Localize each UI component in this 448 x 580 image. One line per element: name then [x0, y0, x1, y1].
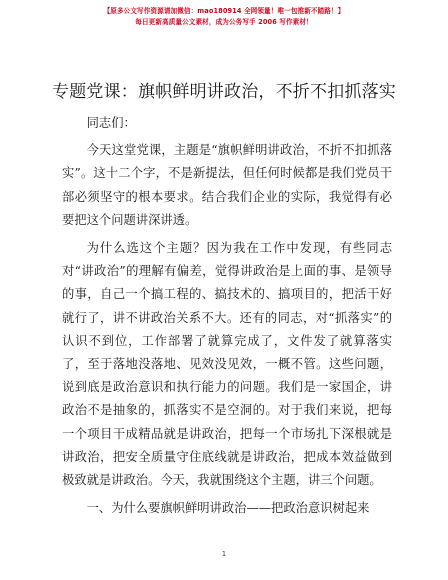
paragraph-intro: 今天这堂党课，主题是“旗帜鲜明讲政治，不折不扣抓落实”。这十二个字，不是新提法，但任何时候都是我们党员干部必须坚守的根本要求。结合我们企业的实际，我觉得有必要把这个问题讲深讲透。: [62, 143, 392, 227]
promo-banner: [0, 6, 448, 28]
promo-banner-line-2: 每日更新高质量公文素材，成为公务写手 2006 写作素材！: [135, 18, 313, 26]
document-body: [62, 112, 392, 520]
paragraph-reason: 为什么选这个主题？因为我在工作中发现，有些同志对“讲政治”的理解有偏差，觉得讲政治是上面的事、是领导的事，自己一个搞工程的、搞技术的、搞项目的，把活干好就行了，讲不讲政治关系不大。还有的同志，对“抓落实”的认识不到位，工作部署了就算完成了，文件发了就算落实了，至于落地没落地、见效没见效，一概不管。这些问题，说到底是政治意识和执行能力的问题。我们是一家国企，讲政治不是抽象的，抓落实不是空洞的。对于我们来说，把每一个项目干成精品就是讲政治，把每一个市场扎下深根就是讲政治，把安全质量守住底线就是讲政治，把成本效益做到极致就是讲政治。今天，我就围绕这个主题，讲三个问题。: [62, 241, 392, 488]
promo-banner-line-1: 【原多公文写作资源请加微信：mao180914 全网领量！唯一包推新不踏路！】: [103, 7, 345, 15]
page-number: 1: [221, 550, 227, 558]
salutation: 同志们：: [86, 116, 136, 130]
section-heading-1: 一、为什么要旗帜鲜明讲政治——把政治意识树起来: [86, 501, 370, 516]
document-title: 专题党课：旗帜鲜明讲政治，不折不扣抓落实: [52, 82, 396, 102]
